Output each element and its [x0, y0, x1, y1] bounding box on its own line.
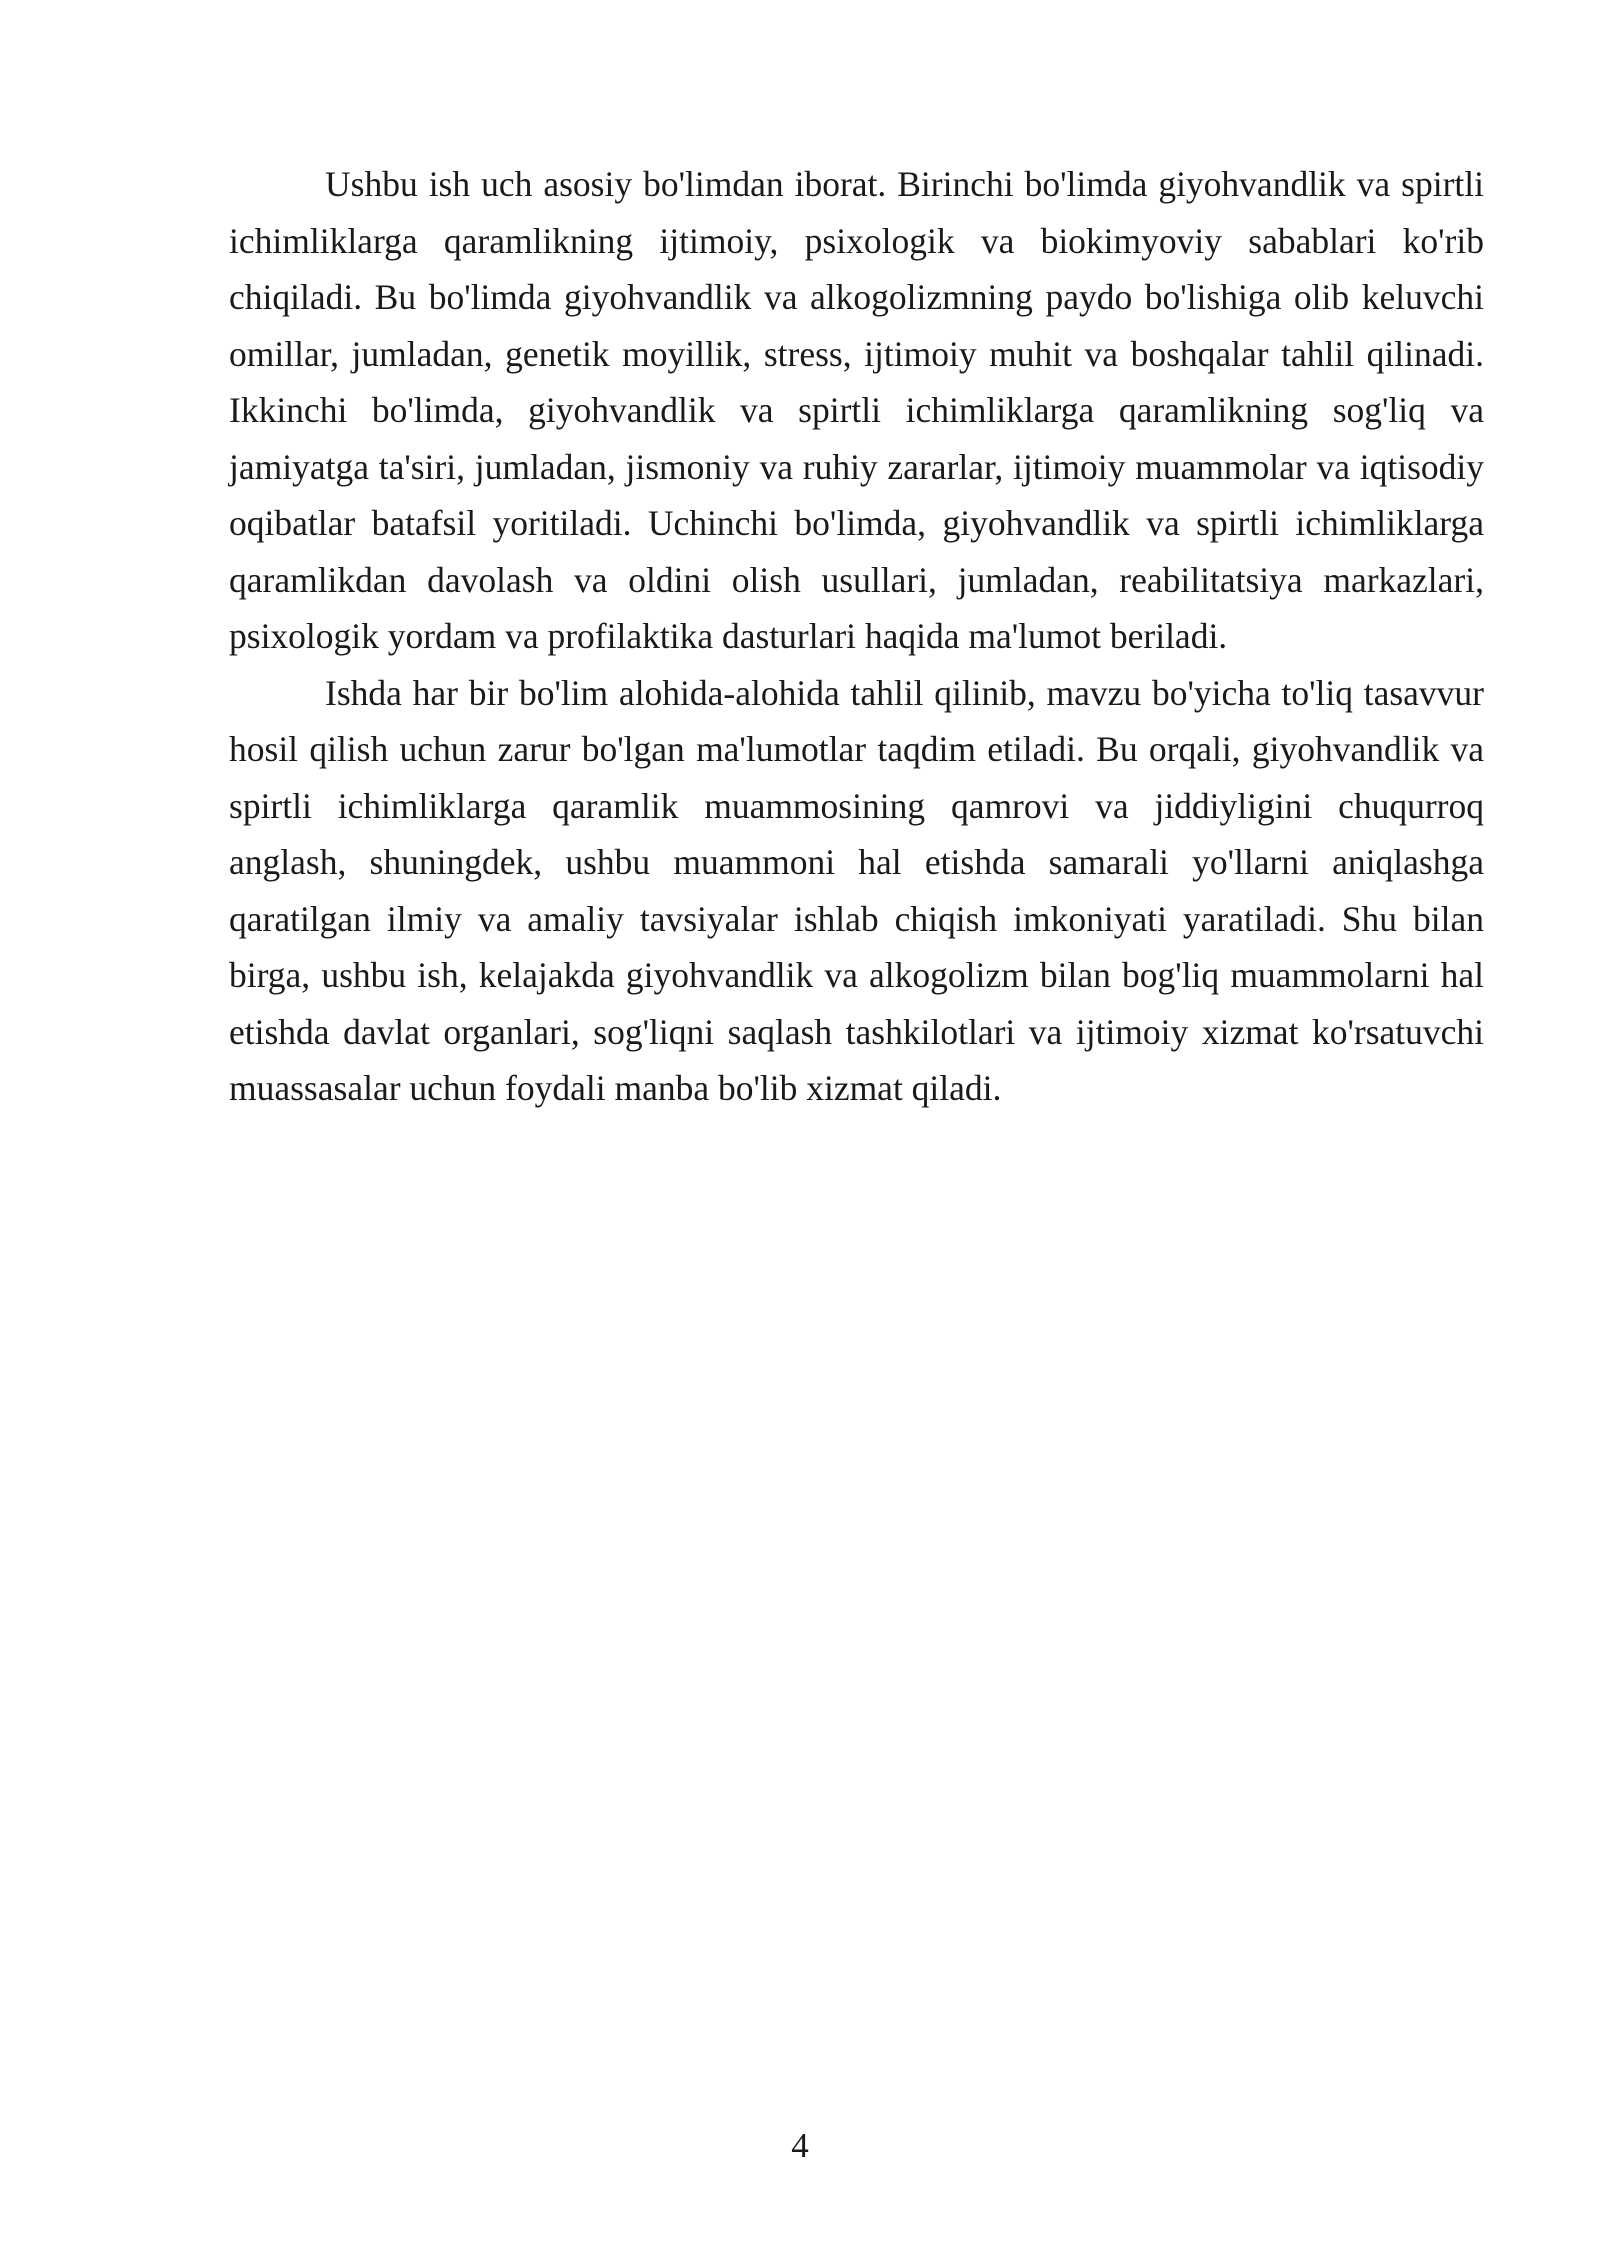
page-number: 4 — [791, 2126, 809, 2165]
paragraph-structure-overview: Ushbu ish uch asosiy bo'limdan iborat. Birinchi bo'limda giyohvandlik va spirtli ichimliklarga qaramlikning ijtimoiy, psixologik va biokimyoviy sabablari ko'rib chiqiladi. Bu bo'limda giyohvandlik va alkogolizmning paydo bo'lishiga olib keluvchi omillar, jumladan, genetik moyillik, stress, ijtimoiy muhit va boshqalar tahlil qilinadi. Ikkinchi bo'limda, giyohvandlik va spirtli ichimliklarga qaramlikning sog'liq va jamiyatga ta'siri, jumladan, jismoniy va ruhiy zararlar, ijtimoiy muammolar va iqtisodiy oqibatlar batafsil yoritiladi. Uchinchi bo'limda, giyohvandlik va spirtli ichimliklarga qaramlikdan davolash va oldini olish usullari, jumladan, reabilitatsiya markazlari, psixologik yordam va profilaktika dasturlari haqida ma'lumot beriladi. — [229, 164, 1484, 656]
body-text — [229, 156, 1484, 1117]
paragraph-work-significance: Ishda har bir bo'lim alohida-alohida tahlil qilinib, mavzu bo'yicha to'liq tasavvur hosil qilish uchun zarur bo'lgan ma'lumotlar taqdim etiladi. Bu orqali, giyohvandlik va spirtli ichimliklarga qaramlik muammosining qamrovi va jiddiyligini chuqurroq anglash, shuningdek, ushbu muammoni hal etishda samarali yo'llarni aniqlashga qaratilgan ilmiy va amaliy tavsiyalar ishlab chiqish imkoniyati yaratiladi. Shu bilan birga, ushbu ish, kelajakda giyohvandlik va alkogolizm bilan bog'liq muammolarni hal etishda davlat organlari, sog'liqni saqlash tashkilotlari va ijtimoiy xizmat ko'rsatuvchi muassasalar uchun foydali manba bo'lib xizmat qiladi. — [229, 672, 1484, 1108]
